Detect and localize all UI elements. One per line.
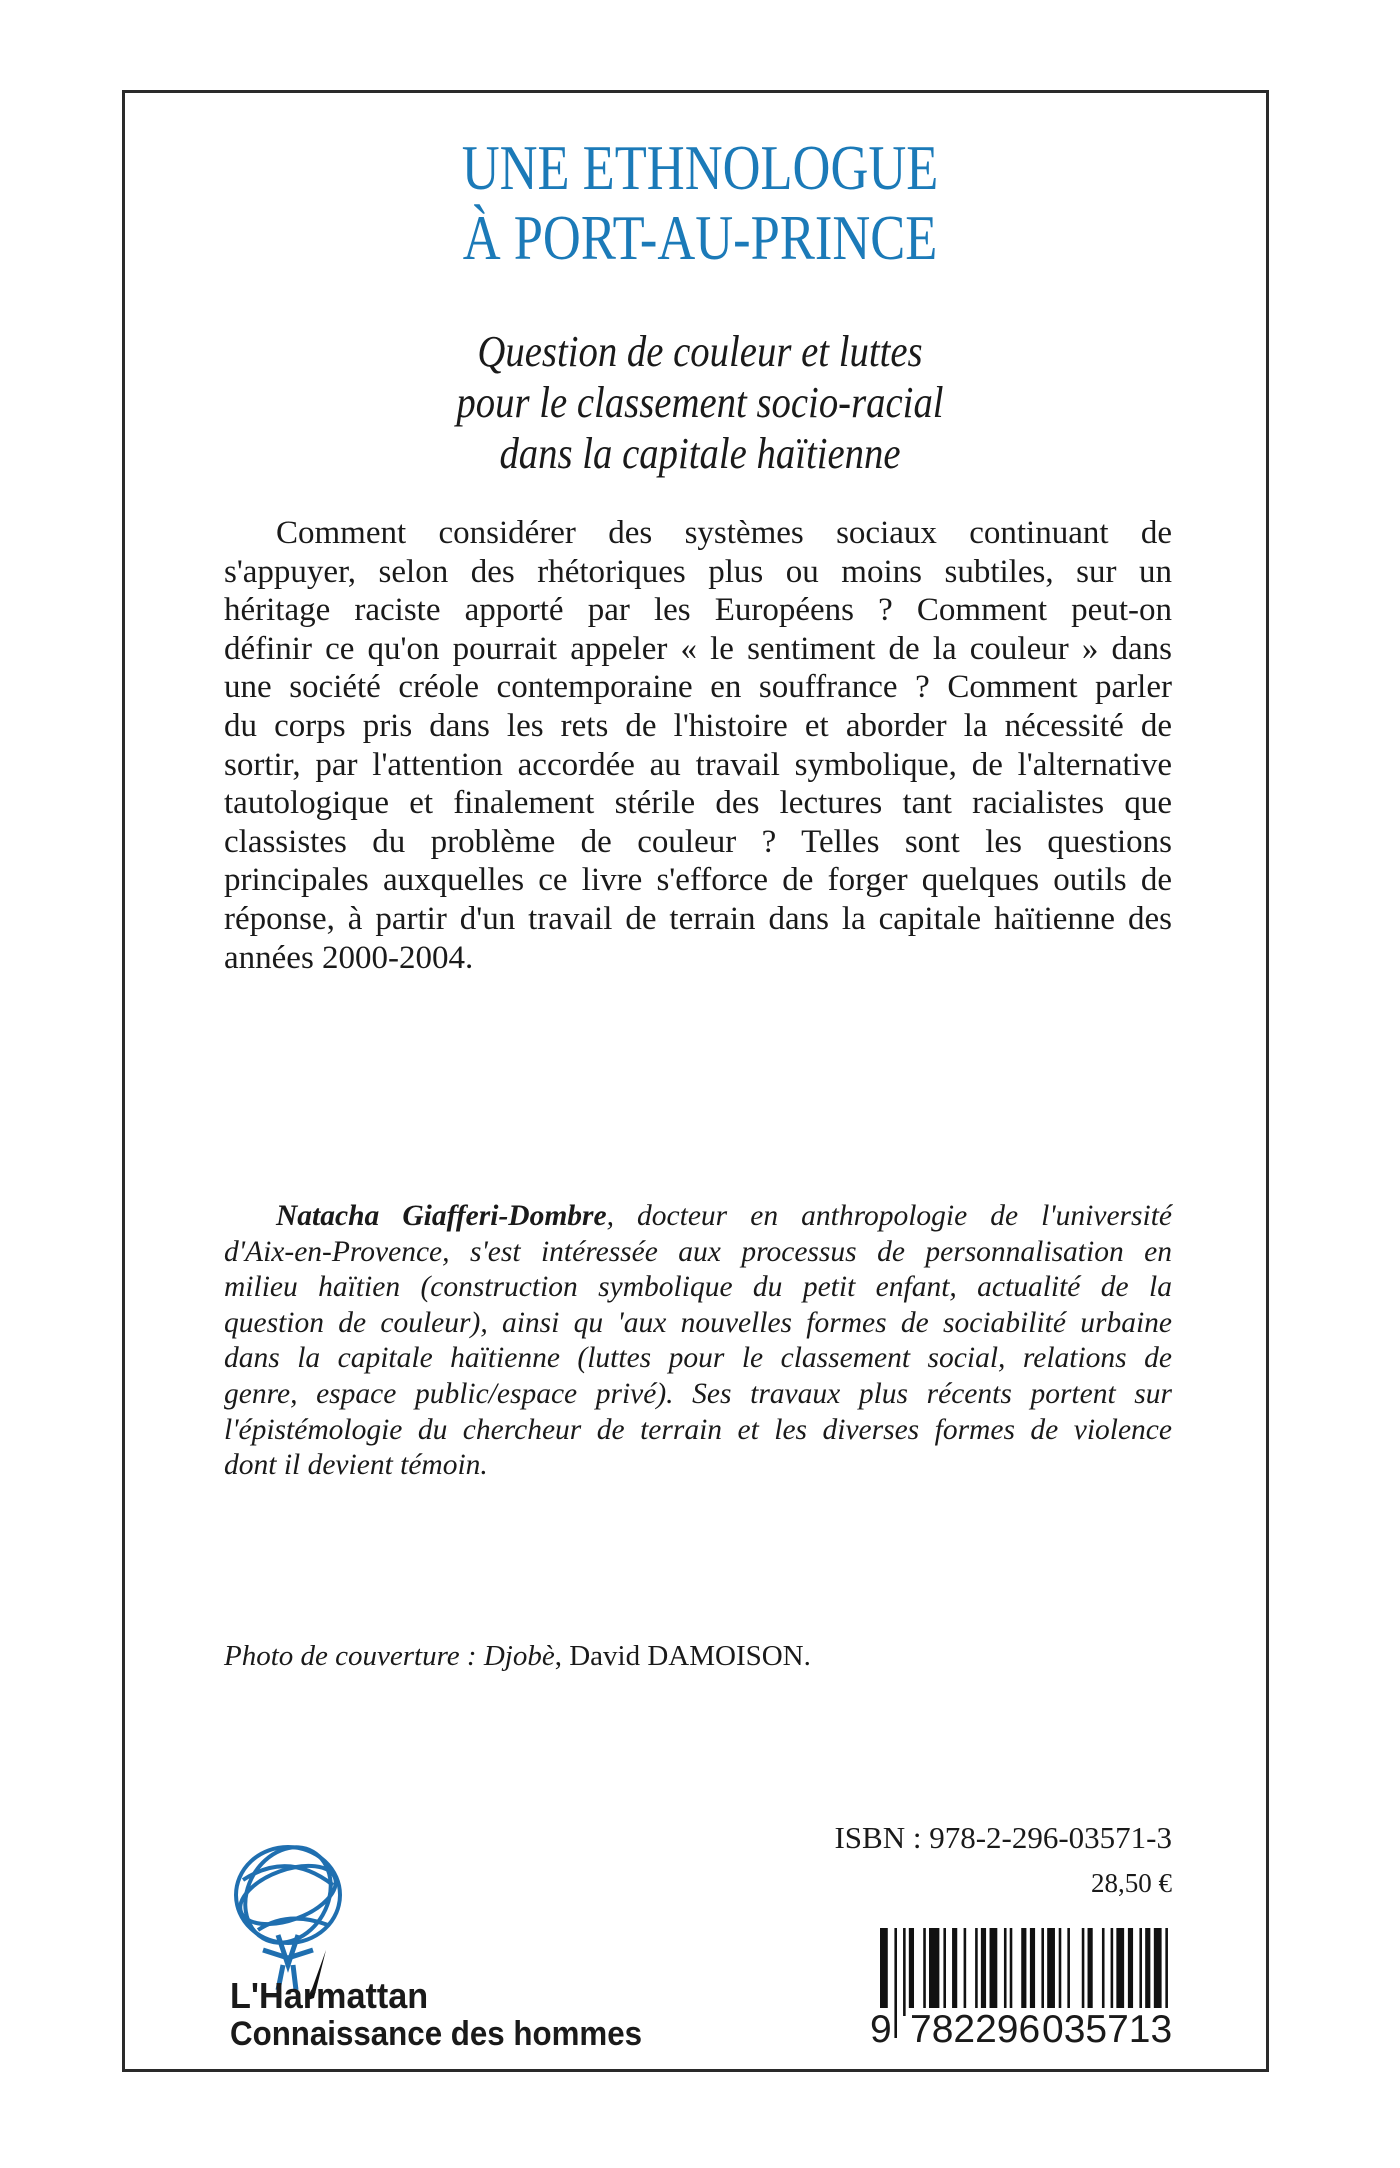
barcode-bar: [943, 1928, 946, 2016]
barcode-bar: [1041, 1928, 1044, 2016]
barcode-bar: [975, 1928, 978, 2016]
barcode-bar: [1139, 1928, 1142, 2016]
collection-name: Connaissance des hommes: [230, 2015, 643, 2053]
summary-line: définir ce qu'on pourrait appeler « le sentiment de la couleur » dans: [224, 630, 1172, 667]
summary-line: sortir, par l'attention accordée au travail symbolique, de l'alternative: [224, 746, 1172, 783]
summary-line: du corps pris dans les rets de l'histoire et aborder la nécessité de: [224, 707, 1172, 744]
barcode-bar: [1021, 1928, 1026, 2016]
credit-author: , David DAMOISON.: [554, 1640, 811, 1672]
bio-line: question de couleur), ainsi qu 'aux nouvelles formes de sociabilité urbaine: [224, 1306, 1172, 1339]
barcode-bar: [1102, 1928, 1105, 2016]
barcode-bar: [923, 1928, 926, 2016]
photo-credit: [224, 1640, 811, 1673]
bio-line: milieu haïtien (construction symbolique du petit enfant, actualité de la: [224, 1271, 1172, 1304]
subtitle-line: dans la capitale haïtienne: [499, 429, 901, 478]
summary-line: années 2000-2004.: [224, 939, 474, 976]
bio-line: genre, espace public/espace privé). Ses travaux plus récents portent sur: [224, 1377, 1172, 1410]
subtitle-line: Question de couleur et luttes: [477, 327, 923, 376]
bio-line: l'épistémologie du chercheur de terrain et les diverses formes de violence: [224, 1413, 1172, 1446]
barcode-bar: [1128, 1928, 1133, 2016]
summary-line: s'appuyer, selon des rhétoriques plus ou moins subtiles, sur un: [224, 553, 1172, 590]
barcode-digit-group: 035713: [1042, 2008, 1173, 2051]
barcode-bar: [894, 1928, 897, 2038]
price: 28,50 €: [1091, 1868, 1172, 1898]
subtitle-line: pour le classement socio-racial: [456, 378, 944, 427]
credit-label: Photo de couverture :: [224, 1640, 484, 1672]
bio-text: , docteur en anthropologie de l'université: [606, 1200, 1172, 1232]
summary-line: classistes du problème de couleur ? Telles sont les questions: [224, 823, 1172, 860]
author-name: Natacha Giafferi-Dombre: [276, 1200, 607, 1232]
barcode-bar: [964, 1928, 967, 2016]
barcode-bar: [929, 1928, 939, 2016]
summary-line: Comment considérer des systèmes sociaux continuant de: [276, 515, 1172, 551]
barcode-bar: [990, 1928, 998, 2016]
book-title: [0, 133, 1400, 273]
barcode-digit-first: 9: [870, 2008, 892, 2051]
publisher-name: L'Harmattan: [230, 1975, 429, 2016]
author-bio: [224, 1199, 1172, 1484]
barcode-digit-group: 782296: [910, 2008, 1041, 2051]
bio-line: dont il devient témoin.: [224, 1449, 488, 1482]
barcode-bar: [1004, 1928, 1007, 2016]
barcode-bar: [1047, 1928, 1055, 2016]
summary-line: principales auxquelles ce livre s'efforce de forger quelques outils de: [224, 862, 1172, 899]
barcode-bar: [1154, 1928, 1162, 2016]
barcode-bar: [909, 1928, 914, 2016]
isbn: ISBN : 978-2-296-03571-3: [834, 1820, 1172, 1855]
barcode-bar: [1088, 1928, 1093, 2016]
barcode-bar: [903, 1928, 906, 2016]
barcode-bar: [1059, 1928, 1062, 2016]
summary-text: [224, 514, 1172, 977]
bio-line: d'Aix-en-Provence, s'est intéressée aux processus de personnalisation en: [224, 1235, 1172, 1268]
summary-line: une société créole contemporaine en souffrance ? Comment parler: [224, 669, 1172, 706]
barcode-bar: [1010, 1928, 1013, 2016]
barcode-bar: [1116, 1928, 1124, 2016]
summary-line: réponse, à partir d'un travail de terrain dans la capitale haïtienne des: [224, 900, 1172, 937]
barcode-bar: [1082, 1928, 1085, 2016]
title-line: À PORT-AU-PRINCE: [462, 202, 938, 273]
barcode-bar: [1067, 1928, 1070, 2016]
book-subtitle: [0, 326, 1400, 479]
bio-line: dans la capitale haïtienne (luttes pour le classement social, relations de: [224, 1342, 1172, 1375]
barcode-bar: [981, 1928, 986, 2016]
barcode-bar: [1145, 1928, 1150, 2016]
summary-line: héritage raciste apporté par les Européens ? Comment peut-on: [224, 592, 1172, 629]
barcode-bar: [952, 1928, 957, 2016]
credit-work: Djobè: [483, 1640, 555, 1672]
summary-line: tautologique et finalement stérile des lectures tant racialistes que: [224, 785, 1172, 822]
barcode-bar: [1111, 1928, 1114, 2016]
title-line: UNE ETHNOLOGUE: [461, 132, 939, 203]
